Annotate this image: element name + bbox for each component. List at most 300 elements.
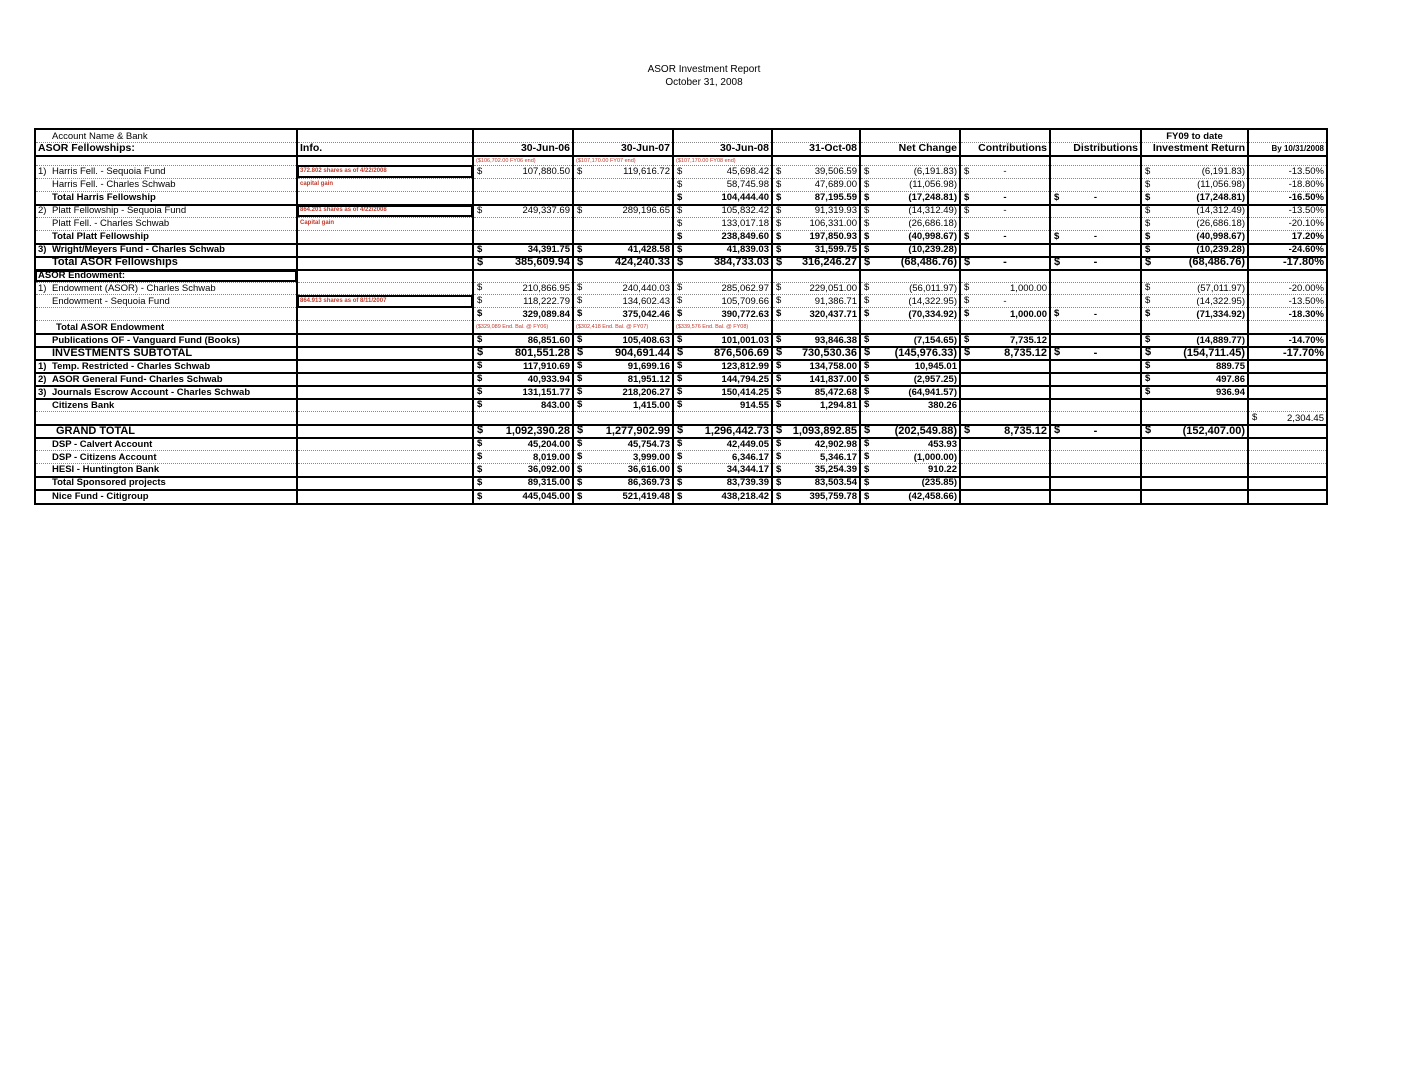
account-name-label: DSP - Calvert Account [52, 438, 153, 450]
dollar-sign: $ [477, 308, 483, 319]
table-row [35, 143, 1327, 156]
dollar-sign: $ [477, 490, 483, 502]
table-row [35, 373, 1327, 386]
value-contrib [960, 191, 1050, 205]
account-name-label: Harris Fell. - Charles Schwab [52, 179, 176, 190]
percent-return [1248, 425, 1327, 438]
dollar-sign: $ [864, 386, 870, 397]
value-c3 [673, 308, 772, 321]
dollar-sign: $ [1145, 230, 1151, 242]
table-row [35, 412, 1327, 426]
value-distrib [1050, 438, 1141, 451]
account-name-label: Publications OF - Vanguard Fund (Books) [52, 334, 240, 346]
cell-value: 47,689.00 [814, 179, 857, 190]
dollar-sign: $ [677, 308, 683, 319]
cell-value: 197,850.93 [809, 231, 857, 242]
value-c4 [772, 451, 860, 464]
empty-cell [473, 129, 573, 143]
cell-value: 445,045.00 [522, 491, 570, 502]
cell-value: 134,758.00 [809, 360, 857, 372]
dollar-sign: $ [1054, 256, 1061, 268]
cell-value: 123,812.99 [721, 360, 769, 372]
value-c1 [473, 464, 573, 477]
dollar-sign: $ [776, 217, 782, 229]
cell-value: - [1093, 308, 1098, 320]
value-change [860, 191, 960, 205]
percent-return [1248, 334, 1327, 347]
cell-value: 889.75 [1215, 360, 1245, 372]
cell-value: 385,609.94 [514, 256, 570, 268]
cell-value: 93,846.38 [814, 334, 857, 346]
value-distrib [1050, 334, 1141, 347]
cell-value: (6,191.83) [913, 166, 957, 177]
value-c3 [673, 399, 772, 412]
value-c3 [673, 347, 772, 360]
percent-value: -13.50% [1288, 205, 1324, 216]
account-name [35, 205, 297, 218]
balance-note [473, 156, 573, 166]
dollar-sign: $ [864, 191, 870, 203]
dollar-sign: $ [964, 308, 970, 319]
value-distrib [1050, 165, 1141, 178]
dollar-sign: $ [964, 334, 970, 345]
row-number: 2) [38, 373, 47, 385]
cell-value: 36,092.00 [527, 464, 570, 475]
value-c4 [772, 425, 860, 438]
percent-return [1248, 178, 1327, 191]
value-change [860, 334, 960, 347]
cell-value: 83,739.39 [726, 477, 769, 488]
cell-value: (6,191.83) [1201, 166, 1245, 177]
dollar-sign: $ [1145, 373, 1151, 384]
value-change [860, 386, 960, 399]
column-header-contrib [960, 143, 1050, 156]
balance-note-text: ($107,170.00 FY07 end) [576, 157, 636, 164]
empty-cell [297, 129, 473, 143]
dollar-sign: $ [577, 451, 583, 462]
empty-cell [573, 412, 673, 426]
empty-cell [297, 412, 473, 426]
account-name [35, 477, 297, 490]
value-c1 [473, 217, 573, 230]
dollar-sign: $ [577, 476, 583, 488]
account-name [35, 347, 297, 360]
value-c3 [673, 257, 772, 270]
dollar-sign: $ [677, 334, 683, 345]
value-contrib [960, 230, 1050, 244]
account-name-label: DSP - Citizens Account [52, 451, 157, 463]
dollar-sign: $ [577, 165, 583, 177]
value-c3 [673, 451, 772, 464]
dollar-sign: $ [864, 334, 870, 345]
dollar-sign: $ [864, 490, 870, 502]
value-contrib [960, 244, 1050, 257]
value-c1 [473, 386, 573, 399]
value-distrib [1050, 425, 1141, 438]
table-row [35, 156, 1327, 166]
cell-value: 81,951.12 [627, 373, 670, 385]
dollar-sign: $ [864, 373, 870, 384]
cell-value: 329,089.84 [522, 308, 570, 320]
value-ret [1141, 347, 1248, 360]
account-name [35, 244, 297, 257]
dollar-sign: $ [964, 191, 970, 203]
dollar-sign: $ [776, 399, 782, 410]
table-row [35, 165, 1327, 178]
cell-value: 36,616.00 [627, 464, 670, 475]
info-text: capital gain [300, 181, 334, 187]
empty-cell [1050, 321, 1141, 335]
dollar-sign: $ [677, 295, 683, 306]
empty-cell [960, 412, 1050, 426]
empty-cell [1050, 156, 1141, 166]
value-change [860, 165, 960, 178]
info-cell [297, 347, 473, 360]
cell-value: 87,195.59 [814, 192, 857, 203]
value-c3 [673, 438, 772, 451]
cell-value: (154,711.45) [1183, 347, 1245, 359]
dollar-sign: $ [677, 425, 684, 436]
cell-value: 10,945.01 [914, 360, 957, 372]
value-c2 [573, 399, 673, 412]
info-cell [297, 244, 473, 257]
value-ret [1141, 334, 1248, 347]
value-contrib [960, 360, 1050, 373]
info-text: 372.802 shares as of 4/22/2008 [300, 168, 387, 174]
empty-cell [860, 321, 960, 335]
dollar-sign: $ [1145, 178, 1151, 190]
value-change [860, 451, 960, 464]
value-ret [1141, 451, 1248, 464]
cell-value: 1,092,390.28 [505, 425, 570, 437]
value-c1 [473, 230, 573, 244]
value-distrib [1050, 295, 1141, 308]
value-c1 [473, 257, 573, 270]
dollar-sign: $ [577, 425, 584, 436]
account-name-label: Nice Fund - Citigroup [52, 491, 149, 502]
account-name-label: Platt Fellowship - Sequoia Fund [52, 205, 187, 216]
cell-value: 91,319.93 [814, 205, 857, 216]
value-ret [1141, 295, 1248, 308]
empty-cell [772, 270, 860, 283]
account-name [35, 360, 297, 373]
percent-value: -13.50% [1288, 166, 1324, 177]
account-name-label: ASOR General Fund- Charles Schwab [52, 373, 223, 385]
percent-return [1248, 282, 1327, 295]
percent-return [1248, 464, 1327, 477]
column-header-label: 30-Jun-06 [520, 142, 570, 154]
account-name [35, 373, 297, 386]
value-contrib [960, 257, 1050, 270]
cell-value: (26,686.18) [1196, 218, 1245, 229]
percent-value: 17.20% [1291, 231, 1324, 242]
empty-cell [1141, 412, 1248, 426]
info-cell [297, 334, 473, 347]
dollar-sign: $ [677, 438, 683, 449]
value-c4 [772, 334, 860, 347]
dollar-sign: $ [477, 386, 483, 397]
empty-cell [960, 129, 1050, 143]
value-c4 [772, 399, 860, 412]
cell-value: 42,449.05 [726, 438, 769, 450]
empty-cell [1050, 270, 1141, 283]
dollar-sign: $ [677, 451, 683, 462]
cell-value: (42,458.66) [908, 491, 957, 502]
info-cell [297, 451, 473, 464]
cell-value: 105,709.66 [721, 295, 769, 307]
column-header-label: Contributions [978, 142, 1047, 154]
table-row [35, 129, 1327, 143]
dollar-sign: $ [776, 386, 782, 397]
cell-value: 1,277,902.99 [605, 425, 670, 437]
cell-value: 141,837.00 [809, 373, 857, 385]
cell-value: - [1003, 295, 1007, 307]
value-change [860, 399, 960, 412]
table-row [35, 244, 1327, 257]
dollar-sign: $ [864, 204, 870, 216]
value-c4 [772, 295, 860, 308]
value-change [860, 178, 960, 191]
table-row [35, 230, 1327, 244]
dollar-sign: $ [577, 347, 584, 358]
dollar-sign: $ [577, 463, 583, 475]
cell-value: 1,294.81 [820, 399, 857, 411]
info-cell [297, 308, 473, 321]
empty-cell [960, 270, 1050, 283]
empty-cell [1248, 270, 1327, 283]
dollar-sign: $ [477, 425, 484, 436]
cell-value: 375,042.46 [622, 308, 670, 320]
cell-value: (14,322.95) [908, 295, 957, 307]
empty-cell [772, 412, 860, 426]
cell-value: 107,880.50 [522, 166, 570, 177]
empty-cell [1050, 129, 1141, 143]
value-c4 [772, 347, 860, 360]
info-cell [297, 399, 473, 412]
cell-value: - [1093, 347, 1098, 359]
value-c4 [772, 360, 860, 373]
dollar-sign: $ [477, 438, 483, 449]
info-cell [297, 360, 473, 373]
value-c2 [573, 386, 673, 399]
cell-value: - [1093, 231, 1098, 242]
percent-return [1248, 230, 1327, 244]
cell-value: 229,051.00 [809, 282, 857, 294]
dollar-sign: $ [864, 438, 870, 449]
cell-value: 106,331.00 [809, 218, 857, 229]
percent-return [1248, 165, 1327, 178]
dollar-sign: $ [1054, 425, 1061, 436]
cell-value: 104,444.40 [721, 192, 769, 203]
percent-value: -17.80% [1283, 256, 1324, 268]
cell-value: 150,414.25 [721, 386, 769, 398]
dollar-sign: $ [864, 165, 870, 177]
value-distrib [1050, 490, 1141, 504]
percent-return [1248, 191, 1327, 205]
percent-return [1248, 360, 1327, 373]
dollar-sign: $ [964, 256, 971, 268]
empty-cell [772, 129, 860, 143]
account-name-label: Total ASOR Fellowships [52, 256, 178, 268]
value-c4 [772, 438, 860, 451]
value-c3 [673, 217, 772, 230]
account-name-label: Endowment - Sequoia Fund [52, 295, 170, 307]
dollar-sign: $ [776, 282, 782, 293]
account-name [35, 165, 297, 178]
cell-value: 497.86 [1215, 373, 1245, 385]
info-cell [297, 464, 473, 477]
column-header-label: Investment Return [1152, 142, 1245, 154]
cell-value: (40,998.67) [908, 231, 957, 242]
cell-value: 320,437.71 [809, 308, 857, 320]
dollar-sign: $ [776, 347, 783, 358]
balance-note [673, 156, 772, 166]
value-c3 [673, 425, 772, 438]
account-name-label: Wright/Meyers Fund - Charles Schwab [52, 244, 225, 255]
value-distrib [1050, 257, 1141, 270]
value-contrib [960, 386, 1050, 399]
dollar-sign: $ [477, 243, 483, 255]
account-name-label: Total ASOR Endowment [56, 321, 165, 333]
empty-cell [772, 156, 860, 166]
value-change [860, 244, 960, 257]
account-name-label: GRAND TOTAL [56, 425, 136, 437]
value-c4 [772, 217, 860, 230]
value-c3 [673, 464, 772, 477]
dollar-sign: $ [677, 463, 683, 475]
dollar-sign: $ [864, 463, 870, 475]
cell-value: (56,011.97) [909, 282, 957, 294]
percent-return [1248, 438, 1327, 451]
cell-value: 876,506.69 [713, 347, 769, 359]
cell-value: 316,246.27 [801, 256, 857, 268]
percent-value: -20.00% [1288, 282, 1324, 294]
cell-value: - [1093, 256, 1098, 268]
column-header-label: Net Change [898, 142, 957, 154]
cell-value: 86,369.73 [627, 477, 670, 488]
dollar-sign: $ [477, 360, 483, 371]
empty-cell [673, 129, 772, 143]
cell-value: (10,239.28) [908, 244, 957, 255]
cell-value: 8,735.12 [1004, 347, 1047, 359]
table-row [35, 451, 1327, 464]
cell-value: 41,428.58 [627, 244, 670, 255]
value-distrib [1050, 217, 1141, 230]
dollar-sign: $ [1145, 204, 1151, 216]
value-c1 [473, 399, 573, 412]
empty-cell [573, 270, 673, 283]
value-c4 [772, 205, 860, 218]
cell-value: (235.85) [921, 477, 957, 488]
cell-value: 91,386.71 [814, 295, 857, 307]
table-row [35, 438, 1327, 451]
value-change [860, 373, 960, 386]
dollar-sign: $ [677, 386, 683, 397]
report-date: October 31, 2008 [665, 77, 743, 88]
value-contrib [960, 178, 1050, 191]
dollar-sign: $ [477, 463, 483, 475]
cell-value: (202,549.88) [894, 425, 957, 437]
value-change [860, 477, 960, 490]
value-contrib [960, 490, 1050, 504]
value-contrib [960, 282, 1050, 295]
value-change [860, 464, 960, 477]
value-change [860, 205, 960, 218]
value-contrib [960, 451, 1050, 464]
account-name-label: Temp. Restricted - Charles Schwab [52, 360, 211, 372]
value-c4 [772, 257, 860, 270]
cell-value: (17,248.81) [908, 192, 957, 203]
info-cell [297, 217, 473, 230]
value-ret [1141, 425, 1248, 438]
cell-value: 249,337.69 [522, 205, 570, 216]
cell-value: 3,999.00 [633, 451, 670, 463]
cell-value: (17,248.81) [1196, 192, 1245, 203]
value-c1 [473, 191, 573, 205]
dollar-sign: $ [477, 204, 483, 216]
value-contrib [960, 334, 1050, 347]
value-c3 [673, 477, 772, 490]
dollar-sign: $ [677, 347, 684, 358]
cell-value: 134,602.43 [622, 295, 670, 307]
dollar-sign: $ [864, 217, 870, 229]
dollar-sign: $ [964, 425, 971, 436]
dollar-sign: $ [1145, 334, 1151, 345]
value-c1 [473, 347, 573, 360]
empty-cell [860, 129, 960, 143]
value-c3 [673, 386, 772, 399]
dollar-sign: $ [864, 256, 871, 268]
cell-value: 424,240.33 [614, 256, 670, 268]
cell-value: 41,839.03 [726, 244, 769, 255]
percent-return [1248, 257, 1327, 270]
account-name [35, 334, 297, 347]
value-contrib [960, 205, 1050, 218]
value-contrib [960, 399, 1050, 412]
cell-value: - [1003, 231, 1007, 242]
percent-value: -20.10% [1288, 218, 1324, 229]
account-name-header [35, 129, 297, 143]
dollar-sign: $ [577, 308, 583, 319]
table-row [35, 257, 1327, 270]
report-title: ASOR Investment Report [647, 64, 761, 75]
cell-value: 117,910.69 [522, 360, 570, 372]
cell-value: 2,304.45 [1287, 412, 1324, 424]
balance-note [573, 156, 673, 166]
value-c1 [473, 205, 573, 218]
value-c2 [573, 425, 673, 438]
info-cell [297, 165, 473, 178]
info-text: 864.913 shares as of 8/11/2007 [300, 297, 387, 304]
table-row [35, 425, 1327, 438]
table-row [35, 464, 1327, 477]
value-distrib [1050, 205, 1141, 218]
cell-value: 238,849.60 [721, 231, 769, 242]
value-c3 [673, 295, 772, 308]
info-cell [297, 295, 473, 308]
dollar-sign: $ [864, 360, 870, 371]
account-name [35, 230, 297, 244]
empty-cell [960, 321, 1050, 335]
investment-report-table [34, 128, 1328, 505]
row-number: 3) [38, 244, 47, 255]
dollar-sign: $ [1145, 295, 1151, 306]
cell-value: (71,334.92) [1196, 308, 1245, 320]
column-header-change [860, 143, 960, 156]
balance-note-text: ($339,576 End. Bal. @ FY08) [676, 323, 749, 330]
cell-value: 730,530.36 [801, 347, 857, 359]
empty-cell [35, 412, 297, 426]
